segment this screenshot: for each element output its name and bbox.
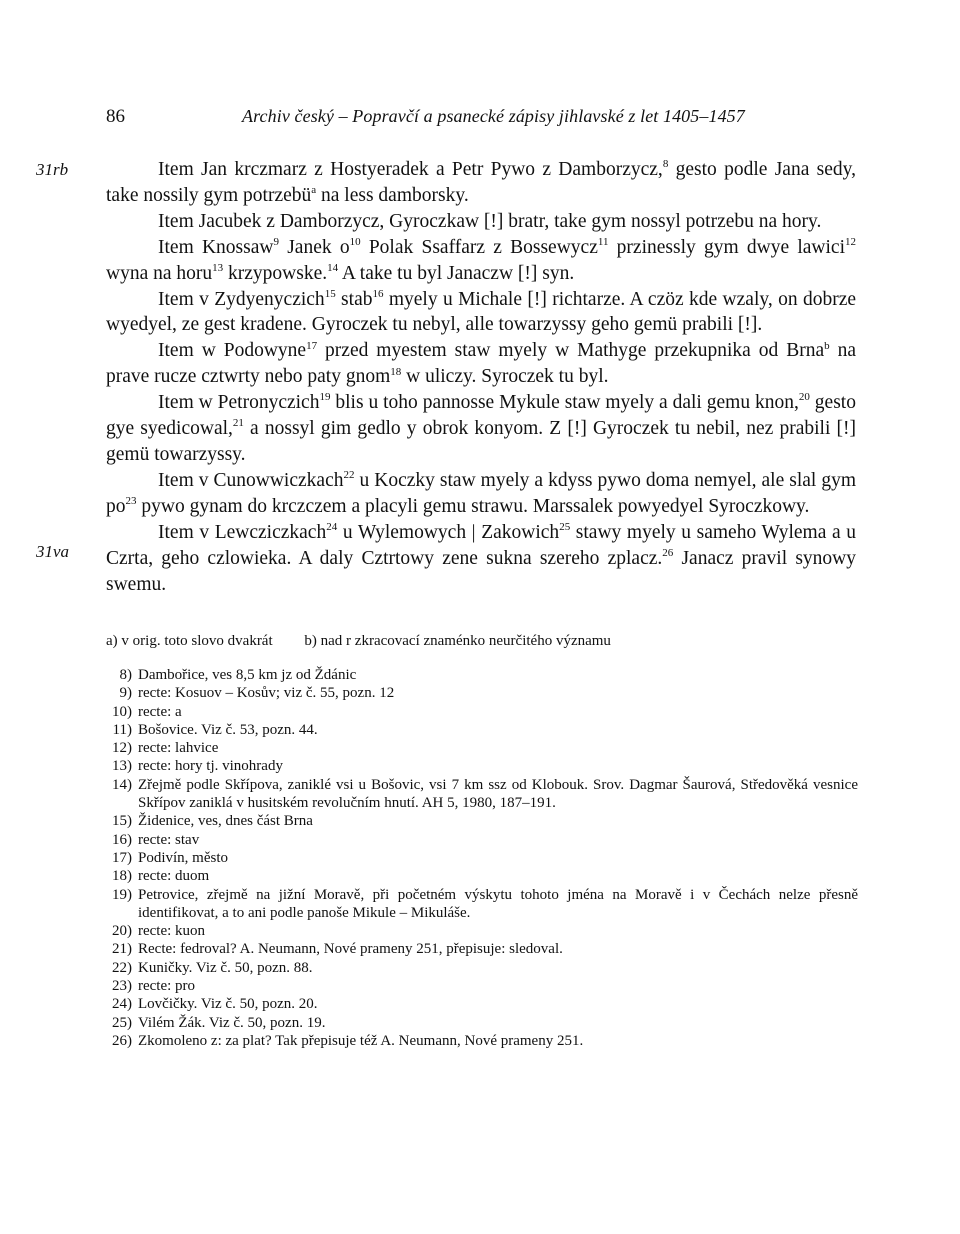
footnote-marker: 11 <box>597 236 609 249</box>
footnote-marker: b <box>824 339 830 352</box>
text-run: Item v Lewcziczkach <box>158 521 327 543</box>
text-run: gesto podle Jana sedy, take nossily gym potrzebü <box>106 159 856 206</box>
text-run: Polak Ssaffarz z Bossewycz <box>360 236 598 258</box>
footnote-number: 13) <box>112 758 132 775</box>
footnote-marker: 25 <box>559 521 571 533</box>
footnote <box>106 739 858 757</box>
footnote <box>106 757 858 775</box>
paragraph <box>106 468 856 520</box>
footnote-marker: 23 <box>125 495 137 508</box>
paragraph <box>106 390 856 468</box>
footnote-number: 17) <box>112 849 132 866</box>
footnote <box>106 849 858 867</box>
text-run: a nossyl gim gedlo y obrok konyom. Z [!] Gyroczek tu nebil, nez prabili [!] gemü towarzyssy. <box>106 418 856 465</box>
footnote-text: recte: lahvice <box>138 740 219 757</box>
letter-notes <box>106 633 866 650</box>
footnote-marker: 26 <box>662 546 674 559</box>
footnote-text: recte: stav <box>138 831 200 848</box>
footnote-marker: 24 <box>326 521 338 533</box>
footnote-marker: 17 <box>306 339 318 352</box>
footnote <box>106 721 858 739</box>
footnote <box>106 995 858 1013</box>
footnote <box>106 684 858 702</box>
text-run: Janek o <box>278 236 350 258</box>
footnote <box>106 703 858 721</box>
text-run: pywo gynam do krczczem a placyli gemu strawu. Marssalek powyedyel Syroczkowy. <box>136 495 810 517</box>
footnote-number: 15) <box>112 813 132 830</box>
footnote <box>106 886 858 923</box>
letter-note-a <box>106 633 273 650</box>
text-run: Item Knossaw <box>158 236 274 258</box>
paragraph <box>106 157 856 209</box>
footnote-marker: 12 <box>845 236 856 249</box>
footnote-text: Židenice, ves, dnes část Brna <box>138 813 313 830</box>
text-run: Item Jacubek z Damborzycz, Gyroczkaw [!] bratr, take gym nossyl potrzebu na hory. <box>158 210 822 232</box>
footnote-number: 21) <box>112 941 132 958</box>
footnote-text: recte: pro <box>138 978 196 995</box>
text-run: w uliczy. Syroczek tu byl. <box>401 366 609 388</box>
footnote <box>106 959 858 977</box>
letter-note-text: nad r zkracovací znaménko neurčitého významu <box>320 633 611 649</box>
text-run: na prave rucze cztwrty nebo paty gnom <box>106 340 856 388</box>
text-run: wyna na horu <box>106 262 213 284</box>
footnote-number: 20) <box>112 923 132 940</box>
footnote <box>106 1014 858 1032</box>
text-run: A take tu byl Janaczw [!] syn. <box>338 262 575 284</box>
footnote-marker: 9 <box>273 236 279 249</box>
footnote-number: 18) <box>112 868 132 885</box>
footnote-marker: 21 <box>232 417 244 430</box>
footnote-number: 26) <box>112 1032 132 1049</box>
footnote-text: recte: kuon <box>138 923 206 940</box>
footnote-text: Dambořice, ves 8,5 km jz od Ždánic <box>138 667 357 683</box>
text-run: Item v Zydyenyczich <box>158 288 325 310</box>
text-run: Janacz pravil synowy swemu. <box>106 547 856 595</box>
footnote-marker: a <box>311 184 317 197</box>
running-title: Archiv český – Popravčí a psanecké zápisy jihlavské z let 1405–1457 <box>242 106 745 126</box>
footnote <box>106 940 858 958</box>
footnote-number: 22) <box>112 959 132 976</box>
text-run: myely u Michale [!] richtarze. A czöz kde wzaly, on dobrze wyedyel, ze gest kradene. Gyroczek tu nebyl, alle towarzyssy geho gemü prabili [!]. <box>106 288 857 336</box>
footnote-marker: 10 <box>349 236 361 249</box>
footnote-marker: 13 <box>212 261 224 274</box>
footnote-marker: 14 <box>327 261 339 274</box>
footnote-marker: 18 <box>390 365 402 378</box>
footnote-number: 19) <box>112 886 132 903</box>
footnote <box>106 977 858 995</box>
paragraph <box>106 287 856 339</box>
footnote-number: 25) <box>112 1014 132 1031</box>
footnote-text: Petrovice, zřejmě na jižní Moravě, při početném výskytu tohoto jména na Moravě i v Čechách nelze přesně identifikovat, a to ani podle panoše Mikule – Mikuláše. <box>138 886 858 921</box>
paragraph <box>106 235 856 287</box>
text-run: Item w Petronyczich <box>158 392 320 414</box>
footnote-text: recte: hory tj. vinohrady <box>138 758 283 775</box>
footnote-marker: 15 <box>324 287 336 300</box>
text-run: stab <box>335 288 373 310</box>
footnote-marker: 22 <box>343 469 355 482</box>
footnote-number: 10) <box>112 703 132 720</box>
main-text <box>106 157 856 597</box>
footnote-text: Vilém Žák. Viz č. 50, pozn. 19. <box>138 1014 326 1031</box>
footnote-text: Lovčičky. Viz č. 50, pozn. 20. <box>138 996 318 1013</box>
footnote-number: 24) <box>112 996 132 1013</box>
footnote-text: Zřejmě podle Skřípova, zaniklé vsi u Bošovic, vsi 7 km ssz od Klobouk. Srov. Dagmar Šaurová, Středověká vesnice Skřípov zaniklá v husitském revolučním hnutí. AH 5, 1980, 187–191. <box>138 776 858 812</box>
text-run: Item w Podowyne <box>158 340 307 362</box>
text-run: u Koczky staw myely a kdyss pywo doma nemyel, ale slal gym po <box>106 469 857 517</box>
text-run: na less damborsky. <box>316 184 469 206</box>
footnote-number: 23) <box>112 978 132 995</box>
footnote <box>106 812 858 830</box>
footnote-marker: 20 <box>798 391 810 404</box>
text-run: przed myestem staw myely w Mathyge przekupnika od Brna <box>317 340 825 362</box>
footnote <box>106 1032 858 1050</box>
text-run: Item v Cunowwiczkach <box>158 469 344 491</box>
footnote-text: Bošovice. Viz č. 53, pozn. 44. <box>138 721 318 738</box>
text-run: przinessly gym dwye lawici <box>608 236 845 258</box>
footnote-marker: 19 <box>319 391 331 404</box>
footnote-text: recte: a <box>138 703 182 720</box>
footnote-text: Podivín, město <box>138 849 229 866</box>
text-run: stawy myely u sameho Wylema a u Czrta, geho czlowieka. A daly Cztrtowy zene sukna szereho zplacz. <box>106 521 856 569</box>
footnote <box>106 666 858 684</box>
margin-ref-31va: 31va <box>36 542 70 561</box>
footnote-number: 11) <box>112 721 132 738</box>
text-run: gesto gye syedicowal, <box>106 392 856 440</box>
footnote-marker: 8 <box>662 158 669 171</box>
footnote-text: Recte: fedroval? A. Neumann, Nové prameny 251, přepisuje: sledoval. <box>138 941 563 958</box>
footnote <box>106 776 858 813</box>
footnotes <box>106 666 858 1050</box>
footnote-number: 16) <box>112 831 132 848</box>
paragraph <box>106 209 856 235</box>
footnote-text: recte: duom <box>138 868 210 885</box>
letter-note-b <box>304 633 611 650</box>
paragraph <box>106 520 856 598</box>
text-run: u Wylemowych | Zakowich <box>337 521 560 543</box>
paragraph <box>106 338 856 390</box>
footnote-text: Kuničky. Viz č. 50, pozn. 88. <box>138 959 313 976</box>
footnote-number: 8) <box>119 667 132 683</box>
footnote <box>106 922 858 940</box>
footnote <box>106 867 858 885</box>
footnote-number: 9) <box>119 685 132 702</box>
footnote <box>106 831 858 849</box>
letter-note-label: a) <box>106 633 118 649</box>
footnote-text: recte: Kosuov – Kosův; viz č. 55, pozn. 12 <box>138 685 395 702</box>
margin-ref-31rb: 31rb <box>36 160 69 179</box>
footnote-number: 14) <box>112 776 132 793</box>
page-number: 86 <box>106 106 125 127</box>
text-run: krzypowske. <box>223 262 328 284</box>
footnote-marker: 16 <box>372 287 384 300</box>
letter-note-label: b) <box>304 633 317 649</box>
text-run: Item Jan krczmarz z Hostyeradek a Petr Pywo z Damborzycz, <box>158 159 663 180</box>
text-run: blis u toho pannosse Mykule staw myely a dali gemu knon, <box>330 392 799 414</box>
letter-note-text: v orig. toto slovo dvakrát <box>121 633 273 649</box>
footnote-text: Zkomoleno z: za plat? Tak přepisuje též A. Neumann, Nové prameny 251. <box>138 1032 584 1049</box>
footnote-number: 12) <box>112 740 132 757</box>
